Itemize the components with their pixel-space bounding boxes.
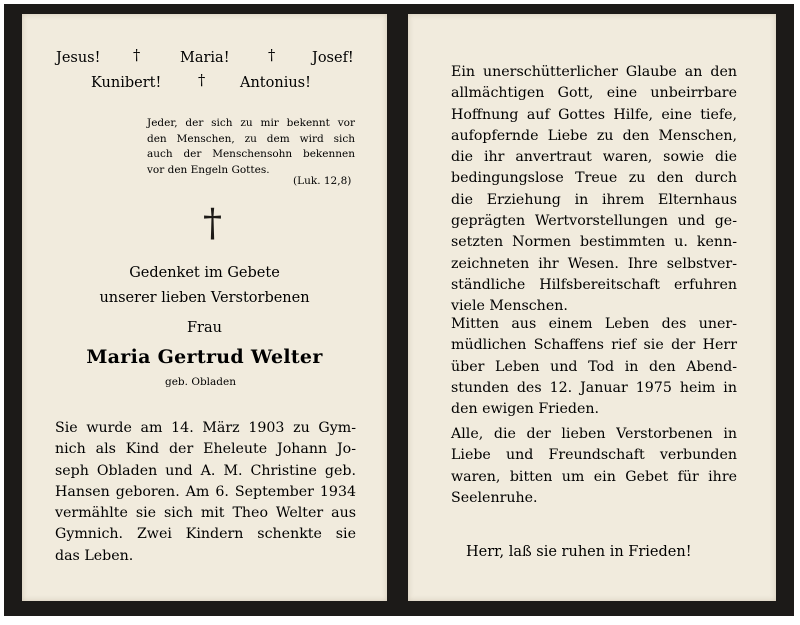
biography-paragraph: [55, 418, 356, 567]
paragraph-line: allmächtigen Gott, eine unbeirrbare: [451, 85, 737, 102]
paragraph-line: ständliche Hilfsbereitschaft erfuhren: [451, 276, 737, 293]
small-cross-icon: †: [268, 48, 276, 64]
paragraph-line: den ewigen Frieden.: [451, 401, 600, 418]
motto-reference: (Luk. 12,8): [293, 175, 352, 187]
motto-line: Jeder, der sich zu mir bekennt vor: [147, 117, 355, 129]
paragraph-line: geprägten Wertvorstellungen und ge-: [451, 213, 737, 230]
small-cross-icon: †: [198, 73, 206, 89]
invocation-antonius: Antonius!: [240, 75, 311, 91]
paragraph-line: Seelenruhe.: [451, 489, 538, 506]
paragraph-line: die Erziehung in ihrem Elternhaus: [451, 191, 737, 208]
deceased-name: Maria Gertrud Welter: [86, 346, 323, 368]
paragraph-line: müdlichen Schaffens rief sie der Herr: [451, 337, 737, 354]
biography-line: Sie wurde am 14. März 1903 zu Gym-: [55, 420, 356, 436]
paragraph-line: Ein unerschütterlicher Glaube an den: [451, 64, 737, 80]
biography-line: Hansen geboren. Am 6. September 1934: [55, 483, 356, 500]
large-cross-icon: †: [203, 201, 222, 245]
prayer-request-paragraph: [451, 424, 737, 509]
motto-line: auch der Menschensohn bekennen: [147, 148, 355, 160]
title-frau: Frau: [187, 320, 222, 336]
invocation-maria: Maria!: [180, 50, 230, 66]
maiden-name: geb. Obladen: [165, 376, 236, 388]
biography-line: das Leben.: [55, 547, 134, 564]
biography-line: nich als Kind der Eheleute Johann Jo-: [55, 441, 356, 458]
paragraph-line: Mitten aus einem Leben des uner-: [451, 316, 737, 332]
prayer-line-1: Gedenket im Gebete: [129, 265, 280, 281]
biography-line: vermählte sie sich mit Theo Welter aus: [55, 505, 356, 522]
paragraph-line: bedingungslose Treue zu den durch: [451, 170, 737, 187]
faith-paragraph: [451, 62, 737, 318]
closing-prayer: Herr, laß sie ruhen in Frieden!: [466, 544, 692, 560]
paragraph-line: die ihr anvertraut waren, sowie die: [451, 149, 737, 166]
motto-line: den Menschen, zu dem wird sich: [147, 132, 355, 145]
paragraph-line: zeichneten ihr Wesen. Ihre selbstver-: [451, 255, 737, 272]
bible-motto: [147, 116, 355, 178]
biography-line: Gymnich. Zwei Kindern schenkte sie: [55, 526, 356, 543]
motto-line: vor den Engeln Gottes.: [147, 163, 270, 176]
paragraph-line: setzten Normen bestimmten u. kenn-: [451, 234, 737, 251]
small-cross-icon: †: [133, 48, 141, 64]
paragraph-line: Alle, die der lieben Verstorbenen in: [451, 426, 737, 442]
paragraph-line: stunden des 12. Januar 1975 heim in: [451, 379, 737, 396]
passing-paragraph: [451, 314, 737, 420]
paragraph-line: über Leben und Tod in den Abend-: [451, 358, 737, 375]
invocation-josef: Josef!: [312, 50, 354, 66]
prayer-line-2: unserer lieben Verstorbenen: [99, 290, 310, 306]
paragraph-line: Liebe und Freundschaft verbunden: [451, 447, 737, 464]
paragraph-line: aufopfernde Liebe zu den Menschen,: [451, 127, 737, 144]
invocation-kunibert: Kunibert!: [91, 75, 162, 91]
paragraph-line: waren, bitten um ein Gebet für ihre: [451, 468, 737, 485]
invocation-jesus: Jesus!: [56, 50, 101, 66]
paragraph-line: Hoffnung auf Gottes Hilfe, eine tiefe,: [451, 106, 737, 123]
paragraph-line: viele Menschen.: [451, 298, 568, 315]
biography-line: seph Obladen und A. M. Christine geb.: [55, 462, 356, 479]
